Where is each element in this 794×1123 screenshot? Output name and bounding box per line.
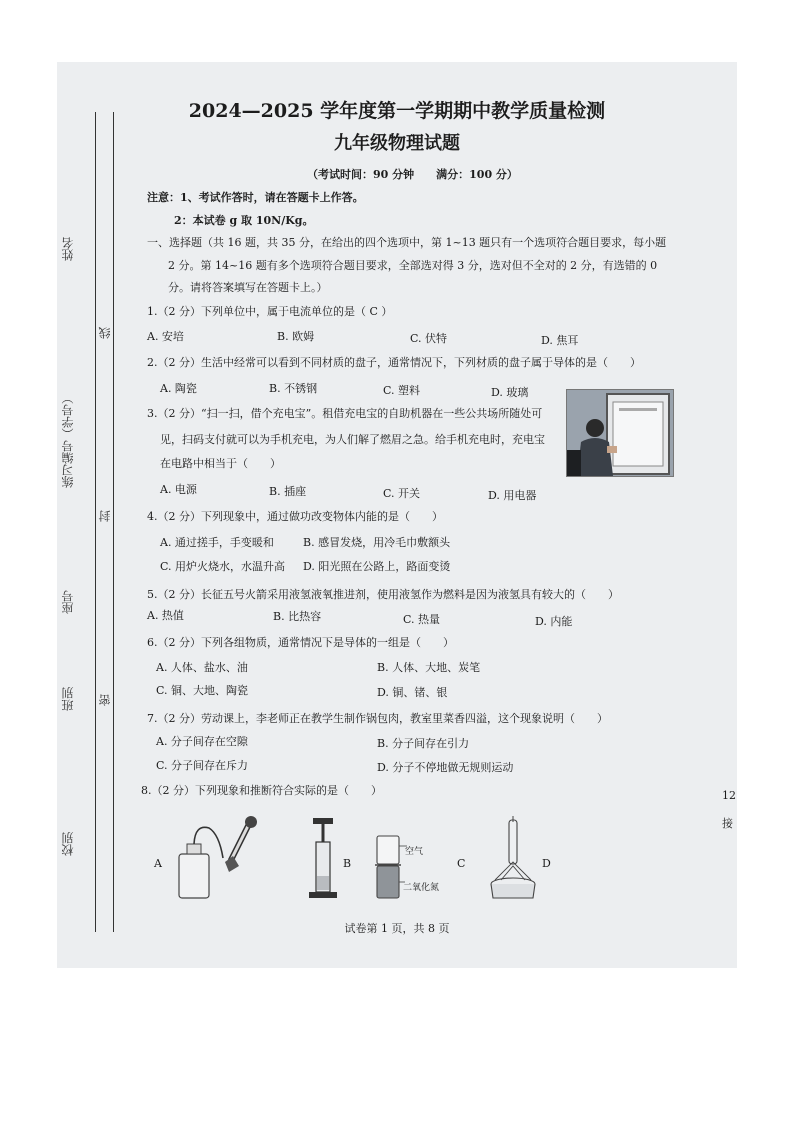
question-4-option-d: D. 阳光照在公路上，路面变烫 <box>303 560 451 573</box>
question-3-option-d: D. 用电器 <box>488 489 537 502</box>
figure-label-b: B <box>343 857 352 870</box>
question-5-option-b: B. 比热容 <box>273 610 322 623</box>
question-6-stem: 6.（2 分）下列各组物质，通常情况下是导体的一组是（ ） <box>147 636 454 649</box>
question-2-stem: 2.（2 分）生活中经常可以看到不同材质的盘子，通常情况下，下列材质的盘子属于导体的是（ ） <box>147 356 641 369</box>
margin-label-name: 姓名 <box>61 237 75 261</box>
question-1-option-d: D. 焦耳 <box>541 334 579 347</box>
seal-char-secret: 密 <box>98 694 112 706</box>
margin-label-school: 校别 <box>61 832 75 856</box>
question-2-option-a: A. 陶瓷 <box>160 382 197 395</box>
exam-paper <box>57 62 737 968</box>
figure-c-label-no2: 二氧化氮 <box>403 883 440 893</box>
margin-label-class: 班别 <box>61 687 75 711</box>
figure-label-d: D <box>542 857 551 870</box>
figure-c-gas-diffusion-jars <box>369 832 407 904</box>
question-6-option-d: D. 铜、锗、银 <box>377 686 448 699</box>
question-5-stem: 5.（2 分）长征五号火箭采用液氢液氧推进剂，使用液氢作为燃料是因为液氢具有较大的（ ） <box>147 588 619 601</box>
question-4-option-c: C. 用炉火烧水，水温升高 <box>160 560 286 573</box>
question-1-stem: 1.（2 分）下列单位中，属于电流单位的是（ C ） <box>147 305 393 318</box>
question-8-stem: 8.（2 分）下列现象和推断符合实际的是（ ） <box>141 784 382 797</box>
question-5-option-c: C. 热量 <box>403 613 441 626</box>
question-6-option-b: B. 人体、大地、炭笔 <box>377 661 481 674</box>
edge-text-number: 12 <box>722 789 736 802</box>
question-6-option-c: C. 铜、大地、陶瓷 <box>156 684 249 697</box>
question-6-option-a: A. 人体、盐水、油 <box>156 661 248 674</box>
question-7-option-a: A. 分子间存在空隙 <box>156 735 248 748</box>
binding-line-outer <box>95 112 96 932</box>
figure-d-heating-tube <box>487 814 539 902</box>
section-instructions-1: 一、选择题（共 16 题，共 35 分，在给出的四个选项中，第 1~13 题只有一个选项符合题目要求，每小题 <box>147 236 667 249</box>
section-instructions-3: 分。请将答案填写在答题卡上。） <box>168 281 328 294</box>
exam-subtitle: 九年级物理试题 <box>334 133 460 154</box>
question-4-option-b: B. 感冒发烧，用冷毛巾敷额头 <box>303 536 451 549</box>
question-2-option-b: B. 不锈钢 <box>269 382 318 395</box>
note-line-1: 注意：1、考试作答时，请在答题卡上作答。 <box>147 191 364 204</box>
question-5-option-a: A. 热值 <box>147 609 184 622</box>
question-2-option-d: D. 玻璃 <box>491 386 529 399</box>
figure-c-label-air: 空气 <box>405 847 424 857</box>
question-3-stem-line-2: 见，扫码支付就可以为手机充电，为人们解了燃眉之急。给手机充电时，充电宝 <box>160 433 545 446</box>
note-line-2: 2：本试卷 g 取 10N/Kg。 <box>174 214 314 227</box>
question-3-stem-line-3: 在电路中相当于（ ） <box>160 457 281 470</box>
question-3-option-b: B. 插座 <box>269 485 307 498</box>
figure-label-c: C <box>457 857 466 870</box>
question-7-option-b: B. 分子间存在引力 <box>377 737 470 750</box>
binding-line-inner <box>113 112 114 932</box>
question-3-stem-line-1: 3.（2 分）“扫一扫，借个充电宝”。租借充电宝的自助机器在一些公共场所随处可 <box>147 407 543 420</box>
question-5-option-d: D. 内能 <box>535 615 573 628</box>
figure-b-compression-cylinder <box>305 814 341 904</box>
margin-label-student-id: 练习编号（学号） <box>61 392 75 488</box>
question-3-option-c: C. 开关 <box>383 487 421 500</box>
exam-title: 2024—2025 学年度第一学期期中教学质量检测 <box>188 100 606 122</box>
question-7-option-d: D. 分子不停地做无规则运动 <box>377 761 514 774</box>
figure-a-bottle-pump <box>173 814 273 904</box>
question-1-option-a: A. 安培 <box>147 330 184 343</box>
exam-info: （考试时间：90 分钟 满分：100 分） <box>307 168 518 181</box>
question-1-option-c: C. 伏特 <box>410 332 448 345</box>
power-bank-kiosk-photo <box>566 389 674 477</box>
margin-label-seat: 座号 <box>61 590 75 614</box>
question-7-option-c: C. 分子间存在斥力 <box>156 759 249 772</box>
seal-char-seal: 封 <box>98 510 112 522</box>
seal-char-line: 线 <box>98 327 112 339</box>
question-4-option-a: A. 通过搓手，手变暖和 <box>160 536 274 549</box>
question-7-stem: 7.（2 分）劳动课上，李老师正在教学生制作锅包肉，教室里菜香四溢，这个现象说明（ ） <box>147 712 608 725</box>
question-4-stem: 4.（2 分）下列现象中，通过做功改变物体内能的是（ ） <box>147 510 443 523</box>
question-1-option-b: B. 欧姆 <box>277 330 315 343</box>
question-2-option-c: C. 塑料 <box>383 384 421 397</box>
section-instructions-2: 2 分。第 14~16 题有多个选项符合题目要求，全部选对得 3 分，选对但不全对的 2 分，有选错的 0 <box>168 259 658 272</box>
question-3-option-a: A. 电源 <box>160 483 197 496</box>
figure-label-a: A <box>154 857 162 870</box>
edge-text-char: 接 <box>722 817 733 830</box>
page-footer: 试卷第 1 页，共 8 页 <box>344 922 450 935</box>
